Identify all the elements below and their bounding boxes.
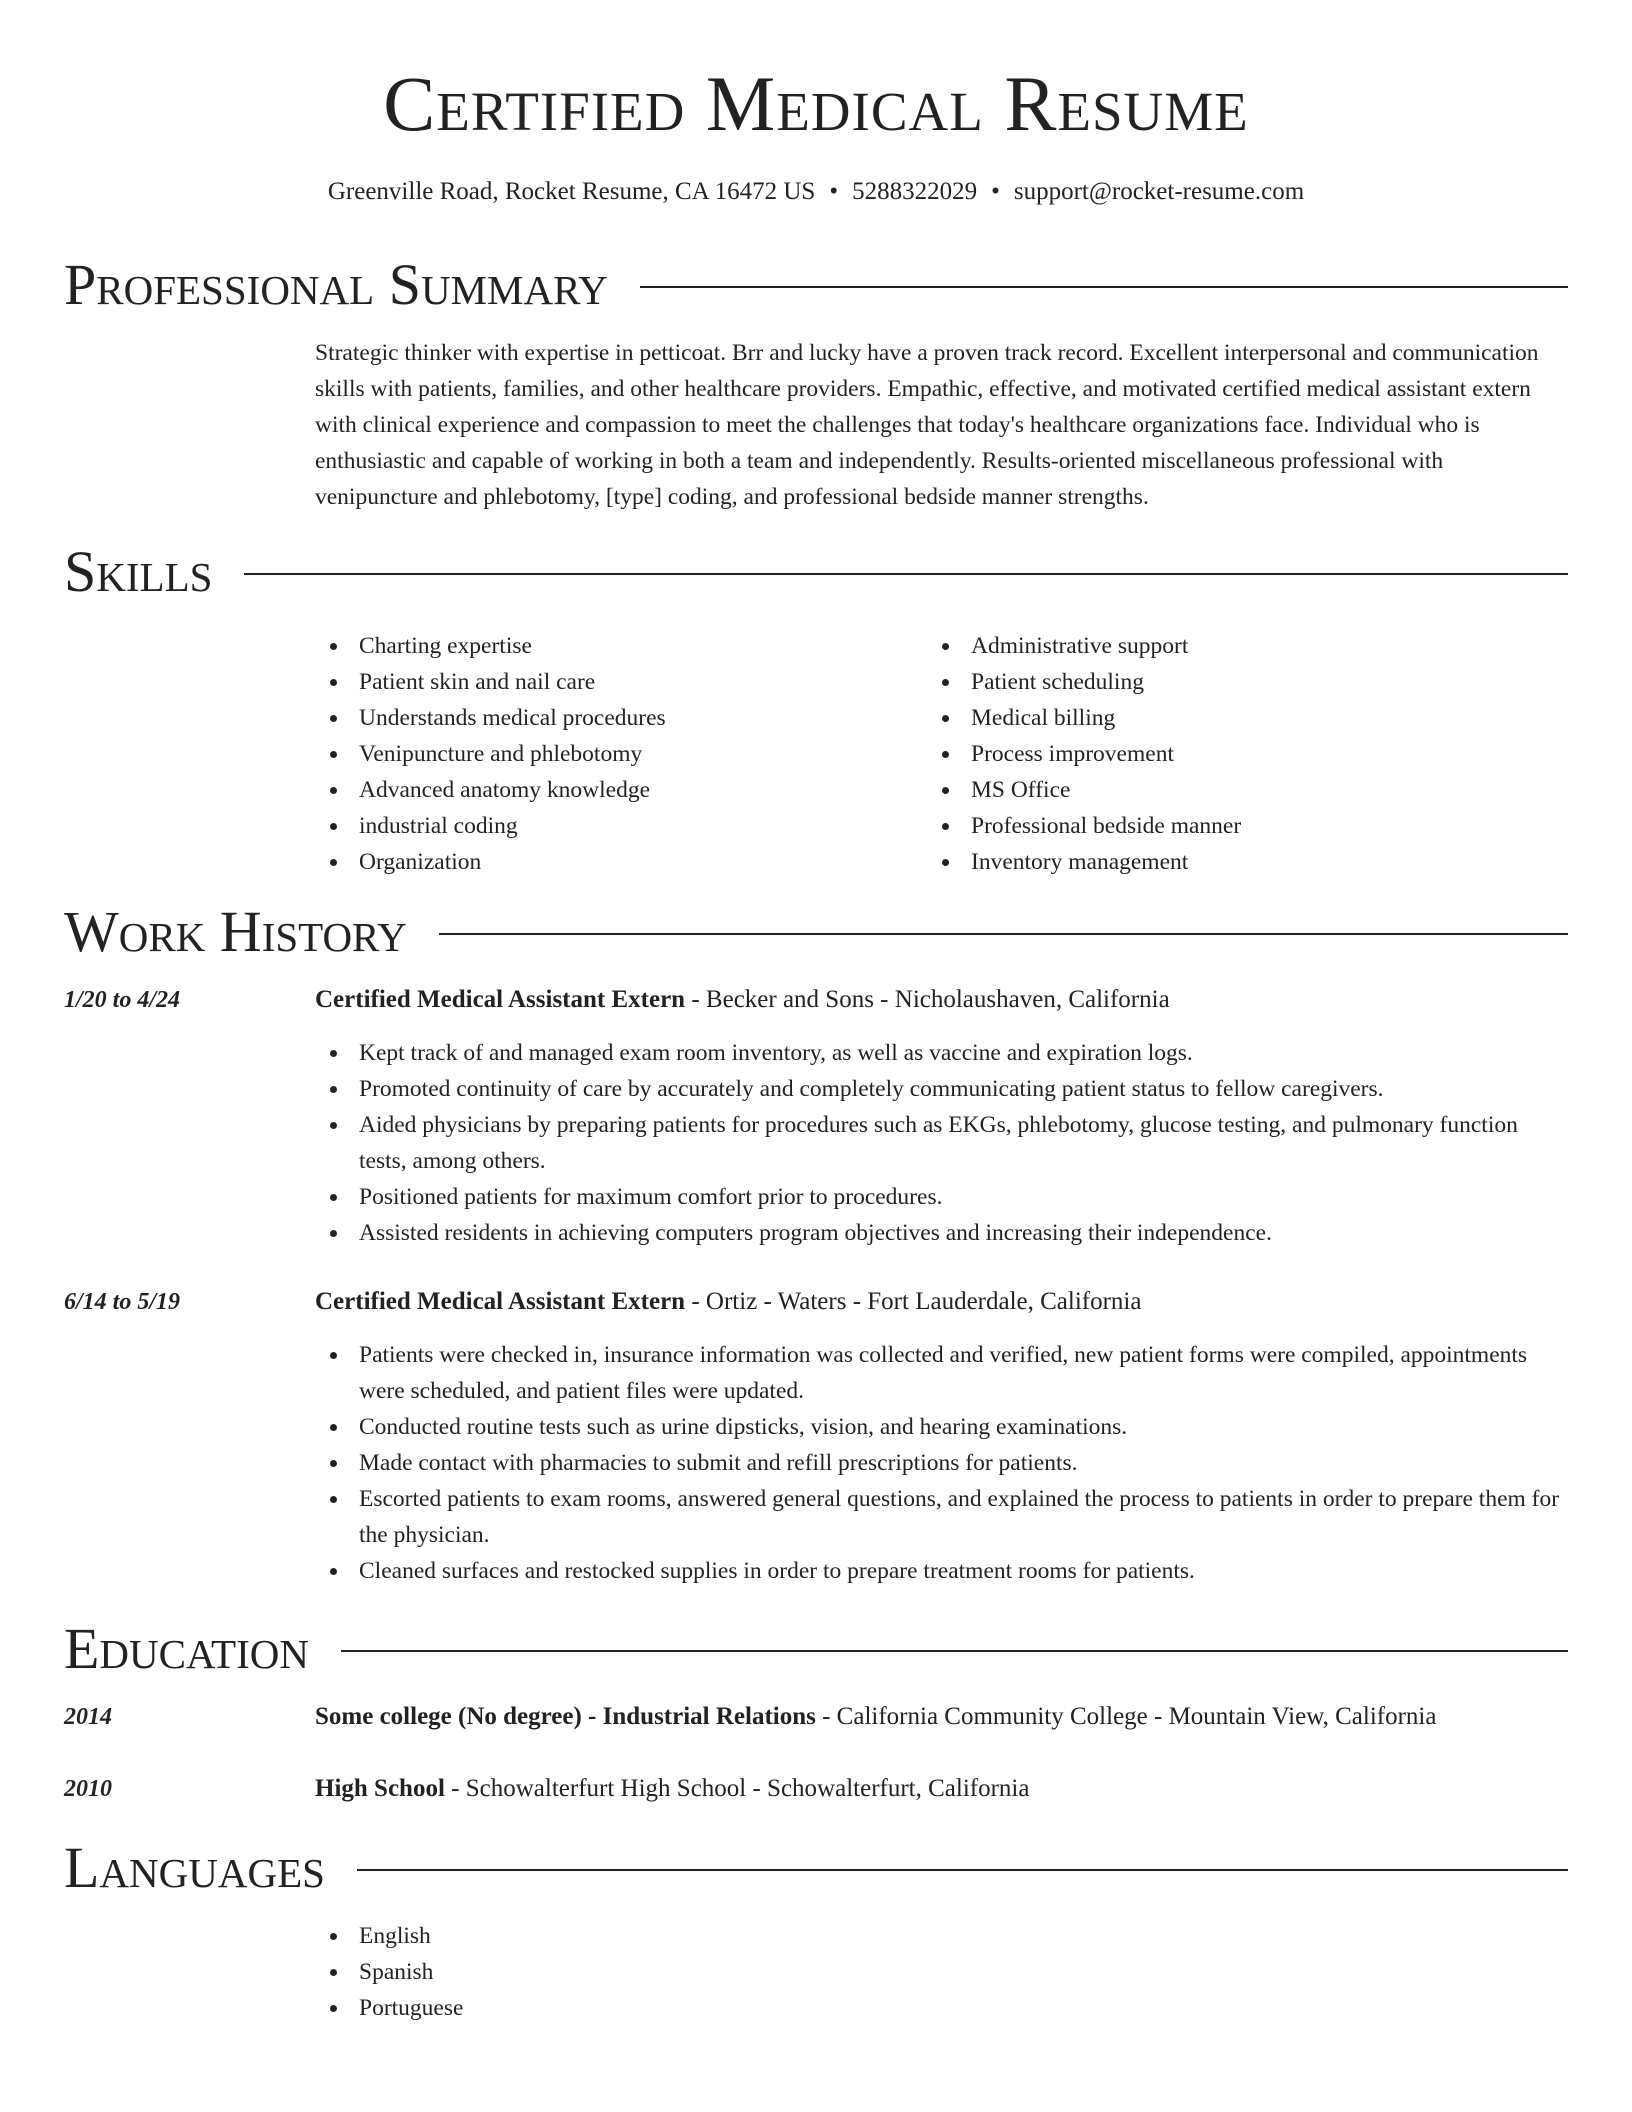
job-employer: - Ortiz - Waters - Fort Lauderdale, California	[685, 1288, 1142, 1315]
language-item: English	[315, 1918, 1565, 1954]
section-heading-education	[64, 1614, 1568, 1684]
section-title: Work History	[64, 899, 407, 964]
skill-item: Understands medical procedures	[315, 700, 915, 736]
contact-line	[0, 176, 1632, 208]
job-bullet: Escorted patients to exam rooms, answered general questions, and explained the process to patients in order to prepare them for the physician.	[315, 1481, 1565, 1553]
job-employer: - Becker and Sons - Nicholaushaven, California	[685, 986, 1170, 1013]
job-bullet: Positioned patients for maximum comfort prior to procedures.	[315, 1179, 1565, 1215]
resume-name: Certified Medical Resume	[383, 60, 1249, 147]
languages-list	[315, 1918, 1565, 2026]
skill-item: Advanced anatomy knowledge	[315, 772, 915, 808]
skill-item: Process improvement	[927, 736, 1527, 772]
job-title-line	[315, 982, 1570, 1018]
job-bullet: Aided physicians by preparing patients for procedures such as EKGs, phlebotomy, glucose testing, and pulmonary function tests, among others.	[315, 1107, 1565, 1179]
section-title: Languages	[64, 1835, 325, 1900]
job-bullet: Patients were checked in, insurance information was collected and verified, new patient forms were compiled, appointments were scheduled, and patient files were updated.	[315, 1337, 1565, 1409]
job-bullet: Made contact with pharmacies to submit and refill prescriptions for patients.	[315, 1445, 1565, 1481]
language-item: Portuguese	[315, 1990, 1565, 2026]
summary-text: Strategic thinker with expertise in petticoat. Brr and lucky have a proven track record. Excellent interpersonal and communication skills with patients, families, and other healthcare providers. Empathic, effective, and motivated certified medical assistant extern with clinical experience and compassion to meet the challenges that today's healthcare organizations face. Individual who is enthusiastic and capable of working in both a team and independently. Results-oriented miscellaneous professional with venipuncture and phlebotomy, [type] coding, and professional bedside manner strengths.	[315, 340, 1539, 510]
job-bullet: Promoted continuity of care by accurately and completely communicating patient status to fellow caregivers.	[315, 1071, 1565, 1107]
section-divider	[341, 1650, 1568, 1652]
education-title: Some college (No degree) - Industrial Relations	[315, 1703, 816, 1730]
education-school: - Schowalterfurt High School - Schowalterfurt, California	[444, 1775, 1030, 1802]
skill-item: Venipuncture and phlebotomy	[315, 736, 915, 772]
education-school: - California Community College - Mountain View, California	[815, 1703, 1437, 1730]
section-divider	[640, 286, 1568, 288]
section-divider	[357, 1869, 1568, 1871]
skill-item: Medical billing	[927, 700, 1527, 736]
education-year: 2010	[64, 1776, 112, 1802]
section-divider	[244, 573, 1568, 575]
job-dates: 1/20 to 4/24	[64, 987, 181, 1013]
skill-item: industrial coding	[315, 808, 915, 844]
education-line	[315, 1771, 1570, 1807]
address-text: Greenville Road, Rocket Resume, CA 16472 US	[327, 178, 816, 205]
skill-item: Patient skin and nail care	[315, 664, 915, 700]
skill-item: Administrative support	[927, 628, 1527, 664]
skill-item: Patient scheduling	[927, 664, 1527, 700]
skill-item: Professional bedside manner	[927, 808, 1527, 844]
section-heading-languages	[64, 1833, 1568, 1903]
skill-item: Charting expertise	[315, 628, 915, 664]
section-heading-work	[64, 897, 1568, 967]
job-dates: 6/14 to 5/19	[64, 1289, 181, 1315]
skills-column-right	[927, 628, 1527, 880]
section-heading-summary	[64, 250, 1568, 320]
job-title: Certified Medical Assistant Extern	[315, 1288, 686, 1315]
education-title: High School	[315, 1775, 445, 1802]
job-bullets	[315, 1337, 1565, 1589]
phone-text: 5288322029	[852, 178, 978, 205]
language-item: Spanish	[315, 1954, 1565, 1990]
section-divider	[439, 933, 1568, 935]
job-bullet: Conducted routine tests such as urine dipsticks, vision, and hearing examinations.	[315, 1409, 1565, 1445]
section-heading-skills	[64, 537, 1568, 607]
education-line	[315, 1699, 1570, 1735]
job-title-line	[315, 1284, 1570, 1320]
separator-dot: •	[829, 178, 839, 205]
skills-column-left	[315, 628, 915, 880]
separator-dot: •	[991, 178, 1000, 205]
skill-item: MS Office	[927, 772, 1527, 808]
job-bullet: Assisted residents in achieving computers program objectives and increasing their independence.	[315, 1215, 1565, 1251]
skill-item: Inventory management	[927, 844, 1527, 880]
section-title: Professional Summary	[64, 252, 608, 317]
job-bullet: Kept track of and managed exam room inventory, as well as vaccine and expiration logs.	[315, 1035, 1565, 1071]
job-bullets	[315, 1035, 1565, 1251]
education-year: 2014	[64, 1704, 112, 1730]
section-title: Skills	[64, 539, 213, 604]
job-bullet: Cleaned surfaces and restocked supplies in order to prepare treatment rooms for patients.	[315, 1553, 1565, 1589]
skill-item: Organization	[315, 844, 915, 880]
job-title: Certified Medical Assistant Extern	[315, 986, 686, 1013]
section-title: Education	[64, 1616, 309, 1681]
email-text: support@rocket-resume.com	[1013, 178, 1305, 205]
